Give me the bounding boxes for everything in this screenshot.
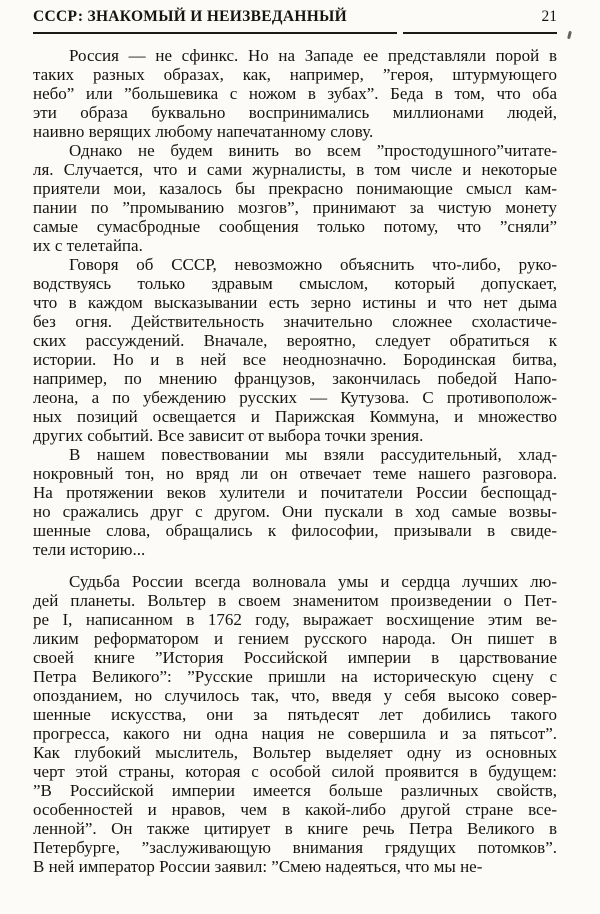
paragraph	[33, 445, 557, 559]
text-line: Петербурге, ”заслуживающую внимания грядущих потомков”.	[33, 838, 557, 857]
page-number: 21	[541, 8, 557, 25]
text-line: других событий. Все зависит от выбора точки зрения.	[33, 426, 424, 445]
text-line: наивно верящих любому напечатанному слову.	[33, 122, 374, 141]
text-line: ре I, написанном в 1762 году, выражает восхищение этим ве-	[33, 610, 557, 629]
header-rule-left-segment	[33, 32, 397, 34]
text-line: Петра Великого”: ”Русские пришли на историческую сцену с	[33, 667, 557, 686]
paragraph	[33, 572, 557, 876]
text-line: прогресса, какого ни одна нация не совершила и за пятьсот”.	[33, 724, 557, 743]
text-section	[33, 46, 557, 559]
text-line: без огня. Действительность значительно сложнее схоластиче-	[33, 312, 557, 331]
text-line: ликим реформатором и гением русского народа. Он пишет в	[33, 629, 557, 648]
text-line: но сражались друг с другом. Они пускали в ход самые возвы-	[33, 502, 557, 521]
text-line: Россия — не сфинкс. Но на Западе ее представляли порой в	[69, 46, 557, 65]
scan-speck	[567, 31, 572, 39]
text-line: пании по ”промыванию мозгов”, принимают за чистую монету	[33, 198, 557, 217]
text-line: самые сумасбродные сообщения только потому, что ”сняли”	[33, 217, 557, 236]
paragraph	[33, 255, 557, 445]
text-line: водствуясь только здравым смыслом, который допускает,	[33, 274, 557, 293]
text-line: ”В Российской империи имеется больше различных свойств,	[33, 781, 557, 800]
page-header	[33, 8, 557, 26]
text-line: леона, а по убеждению русских — Кутузова. С противополож-	[33, 388, 557, 407]
text-line: эти образа буквально воспринимались миллионами людей,	[33, 103, 557, 122]
header-rule-right-segment	[403, 32, 557, 34]
text-line: На протяжении веков хулители и почитатели России беспощад-	[33, 483, 557, 502]
text-line: ленной”. Он также цитирует в книге речь Петра Великого в	[33, 819, 557, 838]
text-line: шенные слова, обращались к философии, призывали в свиде-	[33, 521, 557, 540]
header-rule	[33, 32, 557, 34]
text-line: ля. Случается, что и сами журналисты, в том числе и некоторые	[33, 160, 557, 179]
text-line: например, по мнению французов, закончилась победой Напо-	[33, 369, 557, 388]
text-line: их с телетайпа.	[33, 236, 143, 255]
text-line: тели историю...	[33, 540, 146, 559]
text-line: дей планеты. Вольтер в своем знаменитом произведении о Пет-	[33, 591, 557, 610]
text-line: черт этой страны, которая с особой силой проявится в будущем:	[33, 762, 557, 781]
text-line: шенные искусства, они за пятьдесят лет добились такого	[33, 705, 557, 724]
text-line: приятели мои, казалось бы прекрасно понимающие смысл кам-	[33, 179, 557, 198]
text-line: ных позиций освещается и Парижская Коммуна, и множество	[33, 407, 557, 426]
text-line: таких разных образах, как, например, ”героя, штурмующего	[33, 65, 557, 84]
text-line: небо” или ”большевика с ножом в зубах”. Беда в том, что оба	[33, 84, 557, 103]
text-line: Однако не будем винить во всем ”простодушного”читате-	[69, 141, 557, 160]
running-title: СССР: ЗНАКОМЫЙ И НЕИЗВЕДАННЫЙ	[33, 8, 347, 25]
text-line: В нашем повествовании мы взяли рассудительный, хлад-	[69, 445, 557, 464]
text-line: что в каждом высказывании есть зерно истины и что нет дыма	[33, 293, 557, 312]
text-line: особенностей и нравов, чем в какой-либо другой стране все-	[33, 800, 557, 819]
text-line: истории. Но и в ней все неоднозначно. Бородинская битва,	[33, 350, 557, 369]
text-line: своей книге ”История Российской империи в царствование	[33, 648, 557, 667]
paragraph	[33, 141, 557, 255]
text-line: нокровный тон, но вряд ли он отвечает теме нашего разговора.	[33, 464, 557, 483]
paragraph	[33, 46, 557, 141]
text-line: Говоря об СССР, невозможно объяснить что-либо, руко-	[69, 255, 557, 274]
text-line: ских рассуждений. Вначале, вероятно, следует обратиться к	[33, 331, 557, 350]
page-body	[33, 46, 557, 876]
text-line: Судьба России всегда волновала умы и сердца лучших лю-	[69, 572, 557, 591]
text-line: опозданием, но случилось так, что, введя у себя высоко совер-	[33, 686, 557, 705]
text-line: В ней император России заявил: ”Смею надеяться, что мы не-	[33, 857, 483, 876]
text-line: Как глубокий мыслитель, Вольтер выделяет одну из основных	[33, 743, 557, 762]
text-section	[33, 572, 557, 876]
